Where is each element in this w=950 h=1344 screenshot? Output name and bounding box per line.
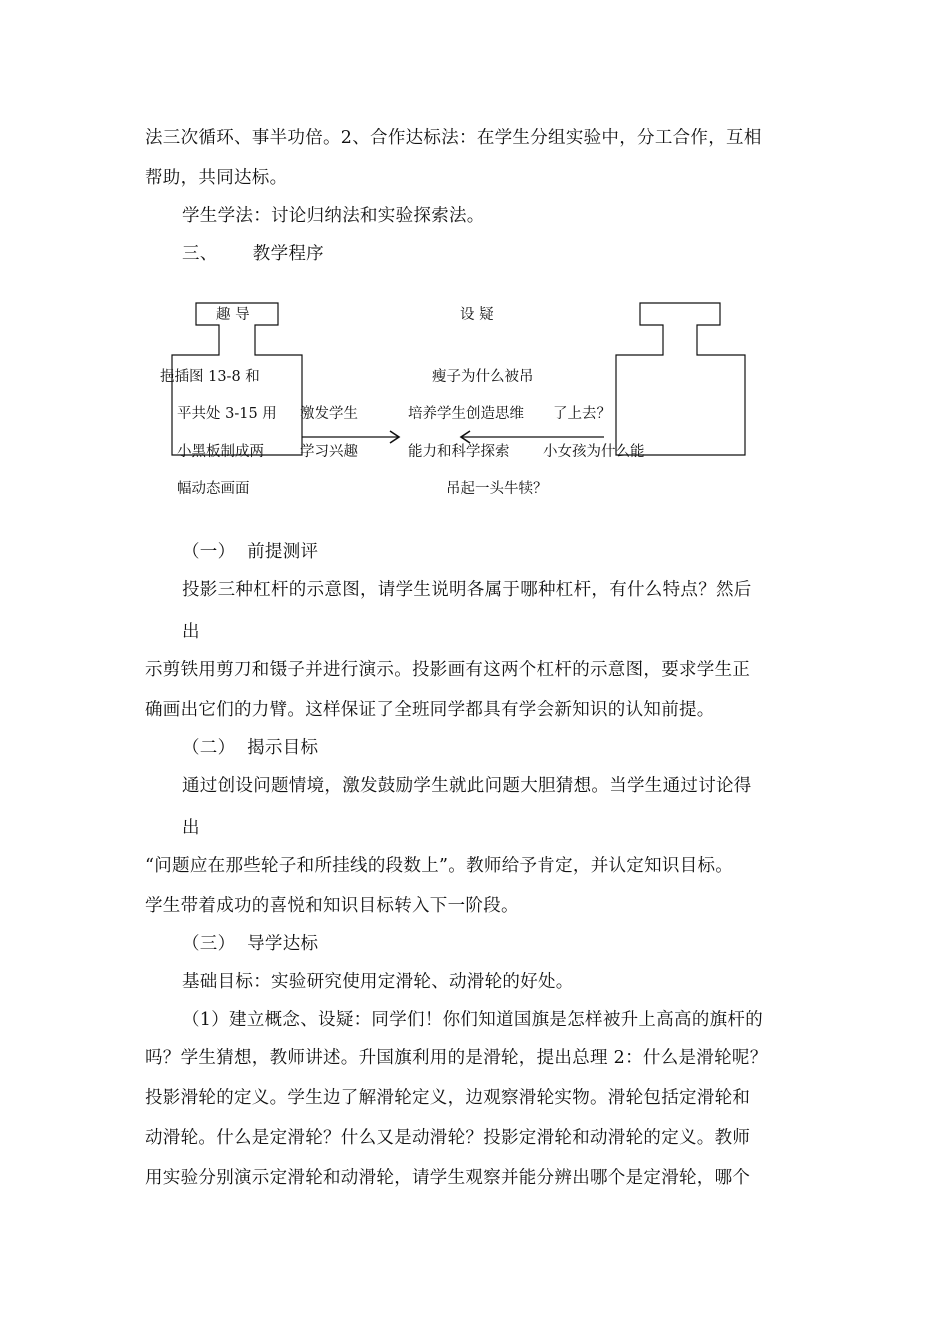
subheading-1: （一） 前提测评 <box>182 542 319 562</box>
left-text-2: 平共处 3-15 用 <box>177 406 277 422</box>
section-heading: 三、 教学程序 <box>182 244 324 264</box>
right-text-2: 了上去？ <box>553 406 611 422</box>
text-line-11: 通过创设问题情境，激发鼓励学生就此问题大胆猜想。当学生通过讨论得 <box>182 776 752 796</box>
text-line-17: （1）建立概念、设疑：同学们！你们知道国旗是怎样被升上高高的旗杆的 <box>182 1010 764 1030</box>
text-line-7: 出 <box>182 622 200 642</box>
text-line-13: “问题应在那些轮子和所挂线的段数上”。教师给予肯定，并认定知识目标。 <box>145 856 734 876</box>
right-box-outline <box>616 303 745 455</box>
text-line-2: 帮助，共同达标。 <box>145 168 288 188</box>
text-line-16: 基础目标：实验研究使用定滑轮、动滑轮的好处。 <box>182 972 574 992</box>
right-text-3: 小女孩为什么能 <box>543 444 645 460</box>
subheading-3: （三） 导学达标 <box>182 934 319 954</box>
left-text-1: 挹插图 13-8 和 <box>160 369 260 385</box>
text-line-9: 确画出它们的力臂。这样保证了全班同学都具有学会新知识的认知前提。 <box>145 700 715 720</box>
left-text-4: 幅动态画面 <box>177 481 250 497</box>
text-line-20: 动滑轮。什么是定滑轮？什么又是动滑轮？投影定滑轮和动滑轮的定义。教师 <box>145 1128 751 1148</box>
arrow-text-2: 学习兴趣 <box>300 444 358 460</box>
subheading-2: （二） 揭示目标 <box>182 738 319 758</box>
middle-title: 设 疑 <box>460 307 494 323</box>
text-line-3: 学生学法：讨论归纳法和实验探索法。 <box>182 206 485 226</box>
right-text-4: 吊起一头牛犊？ <box>446 481 548 497</box>
text-line-21: 用实验分别演示定滑轮和动滑轮，请学生观察并能分辨出哪个是定滑轮，哪个 <box>145 1168 751 1188</box>
arrow-text-1: 激发学生 <box>300 406 358 422</box>
text-line-8: 示剪铁用剪刀和镊子并进行演示。投影画有这两个杠杆的示意图，要求学生正 <box>145 660 751 680</box>
text-line-14: 学生带着成功的喜悦和知识目标转入下一阶段。 <box>145 896 519 916</box>
left-text-3: 小黑板制成两 <box>177 444 264 460</box>
text-line-12: 出 <box>182 818 200 838</box>
text-line-19: 投影滑轮的定义。学生边了解滑轮定义，边观察滑轮实物。滑轮包括定滑轮和 <box>145 1088 751 1108</box>
text-line-1: 法三次循环、事半功倍。2、合作达标法：在学生分组实验中，分工合作，互相 <box>145 128 762 148</box>
text-line-6: 投影三种杠杆的示意图，请学生说明各属于哪种杠杆，有什么特点？然后 <box>182 580 752 600</box>
right-text-1: 瘦子为什么被吊 <box>432 369 534 385</box>
middle-text-2: 能力和科学探索 <box>408 444 510 460</box>
middle-text-1: 培养学生创造思维 <box>408 406 524 422</box>
left-box-title: 趣 导 <box>216 307 250 323</box>
text-line-18: 吗？学生猜想，教师讲述。升国旗利用的是滑轮，提出总理 2：什么是滑轮呢？ <box>145 1048 768 1068</box>
